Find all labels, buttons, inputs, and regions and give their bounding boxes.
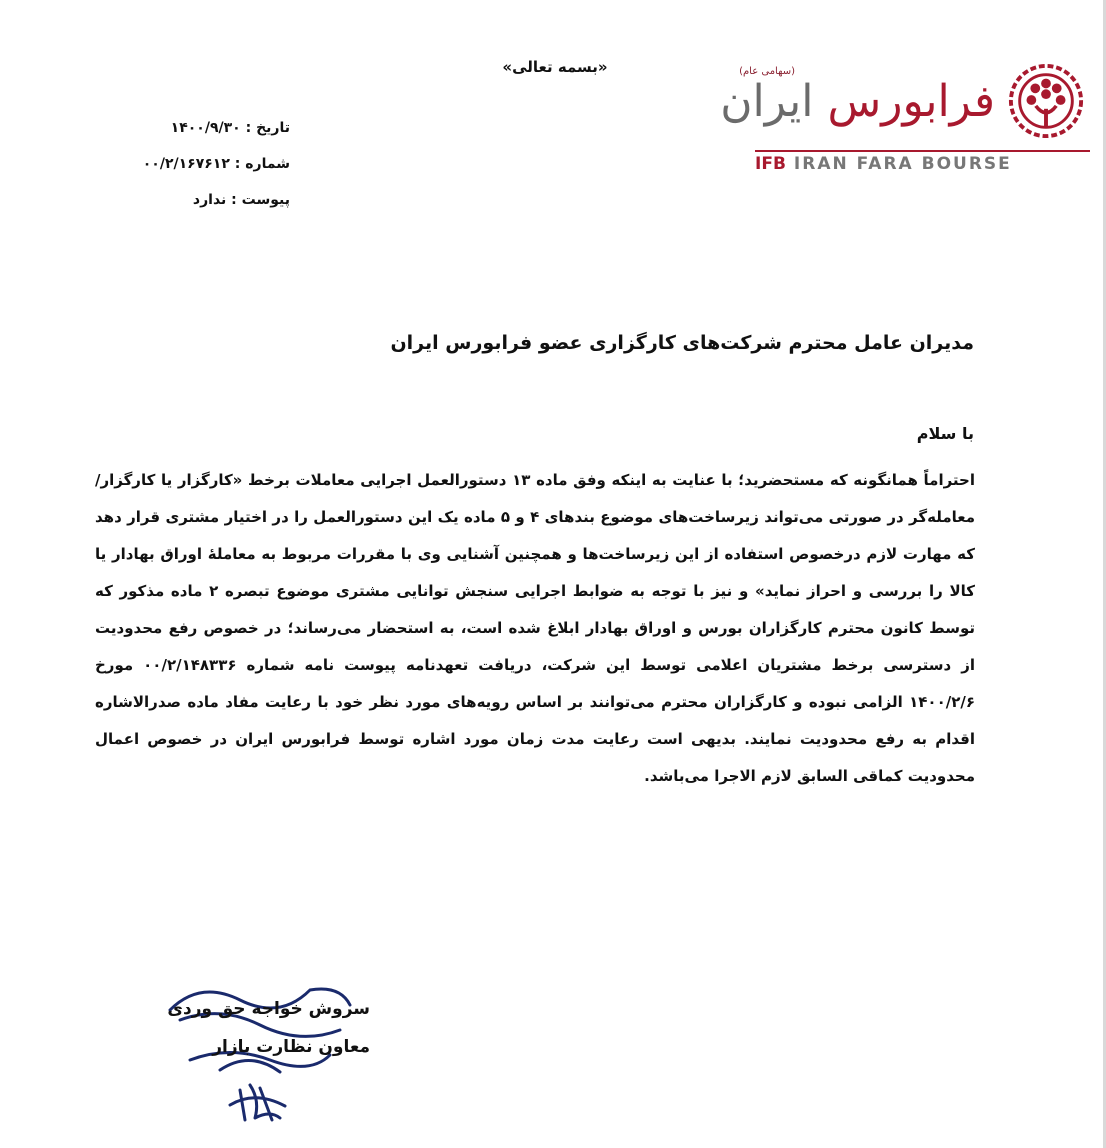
logo-tagline: (سهامی عام) [739, 66, 795, 77]
date-line: تاریخ : ۱۴۰۰/۹/۳۰ [170, 120, 290, 136]
greeting: با سلام [916, 424, 974, 443]
logo-english [755, 154, 1093, 176]
signatory-name: سروش خواجه حق وردی [167, 999, 370, 1019]
signature-block [130, 990, 370, 1066]
company-logo [720, 58, 1095, 178]
flower-emblem-icon [1007, 62, 1085, 140]
logo-persian-name [720, 72, 995, 132]
letter-body: احتراماً همانگونه که مستحضرید؛ با عنایت به اینکه وفق ماده ۱۳ دستورالعمل اجرایی معاملات برخط «کارگزار یا کارگزار/معامله‌گر در صورتی می‌تواند زیرساخت‌های موضوع بندهای ۴ و ۵ ماده یک این دستورالعمل را در اختیار مشتری قرار دهد که مهارت لازم درخصوص استفاده از این زیرساخت‌ها و همچنین آشنایی وی با مقررات مربوط به معاملهٔ اوراق بهادار یا کالا را بررسی و احراز نماید» و نیز با توجه به ضوابط اجرایی سنجش توانایی مشتری موضوع تبصره ۲ ماده مذکور که توسط کانون محترم کارگزاران بورس و اوراق بهادار ابلاغ شده است، به استحضار می‌رساند؛ در خصوص رفع محدودیت از دسترسی برخط مشتریان اعلامی توسط این شرکت، دریافت تعهدنامه پیوست نامه شماره ۰۰/۲/۱۴۸۳۳۶ مورخ ۱۴۰۰/۲/۶ الزامی نبوده و کارگزاران محترم می‌توانند بر اساس رویه‌های مورد نظر خود با رعایت مفاد ماده صدرالاشاره اقدام به رفع محدودیت نمایند. بدیهی است رعایت مدت زمان مورد اشاره توسط فرابورس ایران در خصوص اعمال محدودیت کماقی السابق لازم الاجرا می‌باشد. [95, 471, 975, 785]
letter-meta [120, 110, 290, 218]
logo-abbr: IFB [755, 154, 786, 174]
attachment-line: پیوست : ندارد [192, 192, 290, 208]
logo-persian-part2: ایران [720, 76, 814, 127]
recipient-line: مدیران عامل محترم شرکت‌های کارگزاری عضو فرابورس ایران [390, 332, 974, 354]
logo-divider [755, 150, 1090, 152]
logo-english-name: IRAN FARA BOURSE [793, 154, 1012, 174]
logo-persian-part1: فرابورس [827, 76, 995, 127]
signatory-title: معاون نظارت بازار [212, 1037, 370, 1057]
basmala-heading: «بسمه تعالی» [502, 58, 608, 76]
number-line: شماره : ۰۰/۲/۱۶۷۶۱۲ [142, 156, 290, 172]
